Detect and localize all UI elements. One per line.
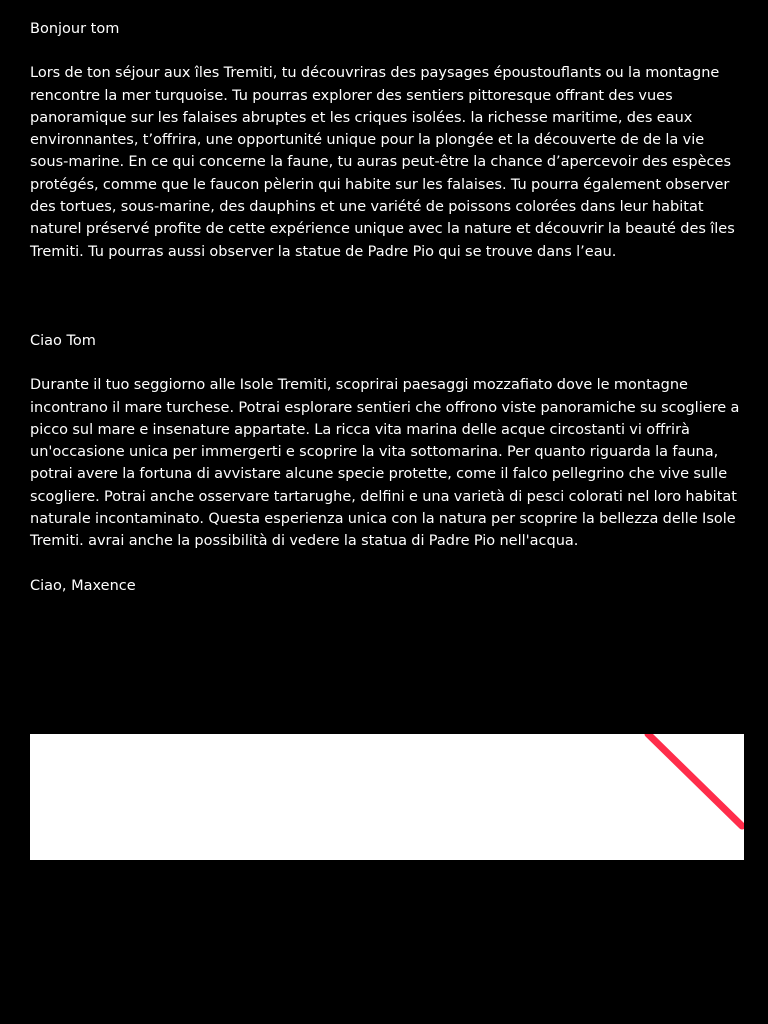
- italian-body: Durante il tuo seggiorno alle Isole Tremiti, scoprirai paesaggi mozzafiato dove le montagne incontrano il mare turchese. Potrai esplorare sentieri che offrono viste panoramiche su scogliere a picco sul mare e insenature appartate. La ricca vita marina delle acque circostanti vi offrirà un'occasione unica per immergerti e scoprire la vita sottomarina. Per quanto riguarda la fauna, potrai avere la fortuna di avvistare alcune specie protette, come il falco pellegrino che vive sulle scogliere. Potrai anche osservare tartarughe, delfini e una varietà di pesci colorati nel loro habitat naturale incontaminato. Questa esperienza unica con la natura per scoprire la bellezza delle Isole Tremiti. avrai anche la possibilità di vedere la statua di Padre Pio nell'acqua.: [30, 377, 740, 550]
- french-greeting: Bonjour tom: [30, 21, 120, 37]
- drawing-canvas: [30, 734, 744, 860]
- signoff: Ciao, Maxence: [30, 577, 136, 594]
- note-document: [30, 18, 746, 597]
- drawing-attachment[interactable]: [30, 734, 744, 860]
- red-pen-stroke: [648, 734, 742, 826]
- french-body: Lors de ton séjour aux îles Tremiti, tu découvriras des paysages époustouflants ou la montagne rencontre la mer turquoise. Tu pourras explorer des sentiers pittoresque offrant des vues panoramique sur les falaises abruptes et les criques isolées. la richesse maritime, des eaux environnantes, t’offrira, une opportunité unique pour la plongée et la découverte de de la vie sous-marine. En ce qui concerne la faune, tu auras peut-être la chance d’apercevoir des espèces protégés, comme que le faucon pèlerin qui habite sur les falaises. Tu pourra également observer des tortues, sous-marine, des dauphins et une variété de poissons colorées dans leur habitat naturel préservé profite de cette expérience unique avec la nature et découvrir la beauté des îles Tremiti. Tu pourras aussi observer la statue de Padre Pio qui se trouve dans l’eau.: [30, 65, 735, 260]
- italian-greeting: Ciao Tom: [30, 332, 96, 349]
